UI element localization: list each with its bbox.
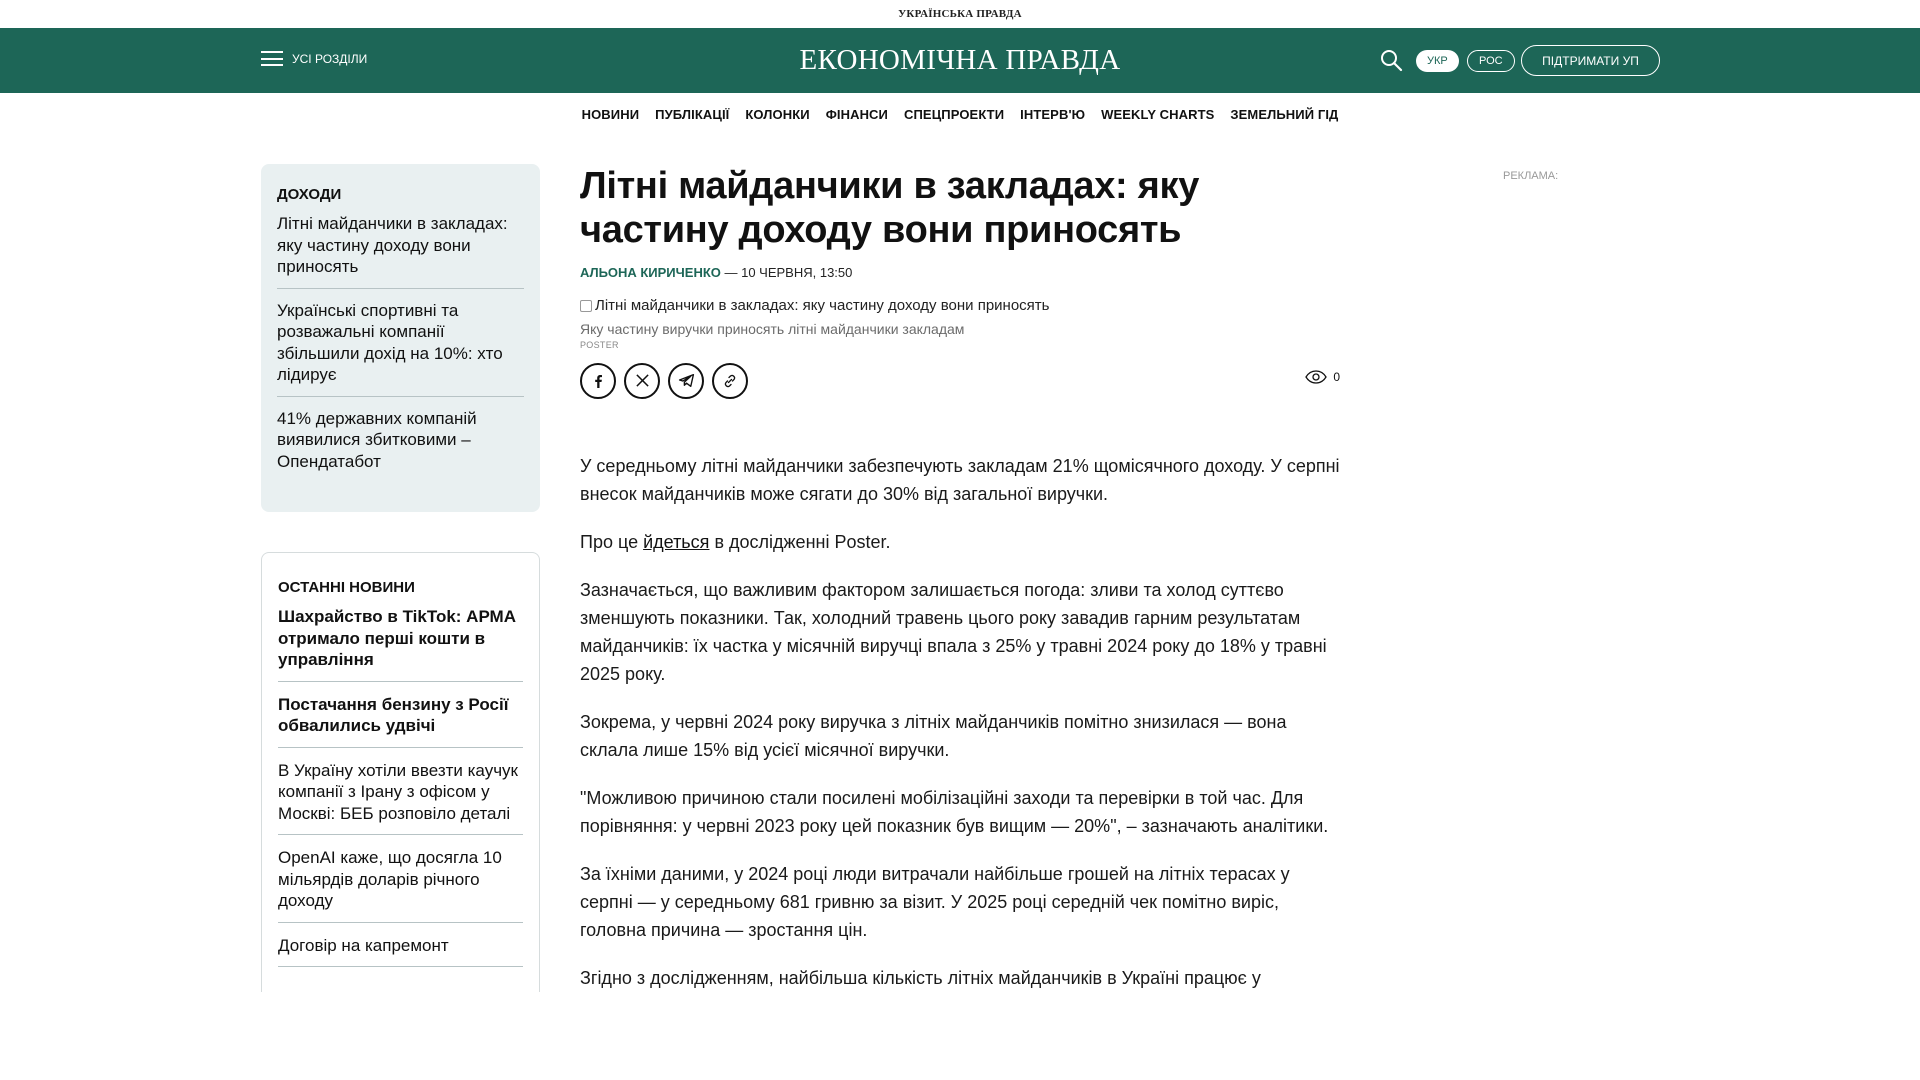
paragraph: "Можливою причиною стали посилені мобілізаційні заходи та перевірки в той час. Для порівняння: у червні 2023 року цей показник був вищим — 20%", – зазначають аналітики. xyxy=(580,788,1329,836)
eye-icon xyxy=(1305,370,1327,384)
article-headline: Літні майданчики в закладах: яку частину доходу вони приносять xyxy=(580,165,1200,251)
share-x-button[interactable] xyxy=(624,363,660,399)
publish-date: — 10 ЧЕРВНЯ, 13:50 xyxy=(720,265,853,280)
image-alt-text: Літні майданчики в закладах: яку частину доходу вони приносять xyxy=(595,297,1050,314)
telegram-icon xyxy=(678,372,695,389)
link-icon xyxy=(722,373,738,389)
category-item[interactable]: Українські спортивні та розважальні компанії збільшили дохід на 10%: хто лідирує xyxy=(277,300,524,397)
news-item[interactable]: В Україну хотіли ввезти каучук компанії з Ірану з офісом у Москві: БЕБ розповіло деталі xyxy=(278,760,523,836)
paragraph: Зазначається, що важливим фактором залишається погода: зливи та холод суттєво зменшують показники. Так, холодний травень цього року завадив гарним результатам майданчиків: їх частка у місячній виручці впала з 25% у травні 2024 року до 18% у травні 2025 року. xyxy=(580,580,1327,684)
menu-icon xyxy=(261,51,283,66)
paragraph: Згідно з дослідженням, найбільша кількість літніх майданчиків в Україні працює у xyxy=(580,968,1261,988)
nav-item-weekly-charts[interactable]: WEEKLY CHARTS xyxy=(1101,107,1215,122)
lang-ukr-button[interactable]: УКР xyxy=(1416,50,1459,72)
source-link[interactable]: йдеться xyxy=(643,532,710,552)
article-body xyxy=(580,452,1340,992)
category-title[interactable]: ДОХОДИ xyxy=(277,186,342,203)
nav-item-land-guide[interactable]: ЗЕМЕЛЬНИЙ ГІД xyxy=(1230,107,1339,122)
nav-item-specprojects[interactable]: СПЕЦПРОЕКТИ xyxy=(904,107,1005,122)
up-brand-link[interactable]: УКРАЇНСЬКА ПРАВДА xyxy=(898,8,1022,20)
viewport-bottom xyxy=(0,992,1920,1080)
share-telegram-button[interactable] xyxy=(668,363,704,399)
share-row xyxy=(580,362,1340,399)
copy-link-button[interactable] xyxy=(712,363,748,399)
latest-news-title: ОСТАННІ НОВИНИ xyxy=(278,579,415,596)
broken-image-icon xyxy=(580,300,592,312)
ad-label: РЕКЛАМА: xyxy=(1503,170,1559,182)
category-item[interactable]: Літні майданчики в закладах: яку частину доходу вони приносять xyxy=(277,213,524,289)
section-nav xyxy=(0,93,1920,136)
nav-item-news[interactable]: НОВИНИ xyxy=(581,107,640,122)
lang-ros-button[interactable]: РОС xyxy=(1467,50,1515,72)
support-button[interactable]: ПІДТРИМАТИ УП xyxy=(1521,45,1660,76)
paragraph-text: в дослідженні Poster. xyxy=(709,532,891,552)
view-count: 0 xyxy=(1333,370,1340,384)
view-counter xyxy=(1305,370,1340,384)
article xyxy=(580,164,1340,1012)
site-logo[interactable]: ЕКОНОМІЧНА ПРАВДА xyxy=(799,44,1121,76)
image-caption: Яку частину виручки приносять літні майданчики закладам xyxy=(580,321,965,337)
article-image xyxy=(580,297,1340,314)
paragraph: У середньому літні майданчики забезпечують закладам 21% щомісячного доходу. У серпні внесок майданчиків може сягати до 30% від загальної виручки. xyxy=(580,456,1340,504)
paragraph xyxy=(580,528,1340,556)
nav-item-publications[interactable]: ПУБЛІКАЦІЇ xyxy=(655,107,730,122)
byline xyxy=(580,265,1340,280)
all-sections-button[interactable] xyxy=(261,51,367,66)
top-strip xyxy=(0,0,1920,28)
category-box xyxy=(261,164,540,512)
paragraph: За їхніми даними, у 2024 році люди витрачали найбільше грошей на літніх терасах у серпні — у середньому 681 гривню за візит. У 2025 році середній чек помітно виріс, головна причина — зростання цін. xyxy=(580,864,1290,940)
nav-item-finance[interactable]: ФІНАНСИ xyxy=(825,107,888,122)
all-sections-label: УСІ РОЗДІЛИ xyxy=(292,51,368,66)
x-icon xyxy=(635,373,650,388)
news-item[interactable]: Шахрайство в TikTok: АРМА отримало перші кошти в управління xyxy=(278,606,523,682)
paragraph: Зокрема, у червні 2024 року виручка з літніх майданчиків помітно знизилася — вона склала лише 15% від усієї місячної виручки. xyxy=(580,712,1287,760)
latest-news-box xyxy=(261,552,540,992)
share-facebook-button[interactable] xyxy=(580,363,616,399)
search-icon[interactable] xyxy=(1379,48,1403,72)
news-item[interactable]: Постачання бензину з Росії обвалились удвічі xyxy=(278,694,523,748)
facebook-icon xyxy=(590,373,606,389)
category-item[interactable]: 41% державних компаній виявилися збитковими – Опендатабот xyxy=(277,408,477,471)
author-link[interactable]: АЛЬОНА КИРИЧЕНКО xyxy=(580,265,721,280)
news-item[interactable]: OpenAI каже, що досягла 10 мільярдів доларів річного доходу xyxy=(278,847,523,923)
news-item[interactable]: Договір на капремонт xyxy=(278,935,523,968)
paragraph-text: Про це xyxy=(580,532,644,552)
image-credit: POSTER xyxy=(580,340,619,350)
nav-item-columns[interactable]: КОЛОНКИ xyxy=(745,107,810,122)
site-header xyxy=(0,28,1920,93)
nav-item-interview[interactable]: ІНТЕРВ'Ю xyxy=(1020,107,1086,122)
